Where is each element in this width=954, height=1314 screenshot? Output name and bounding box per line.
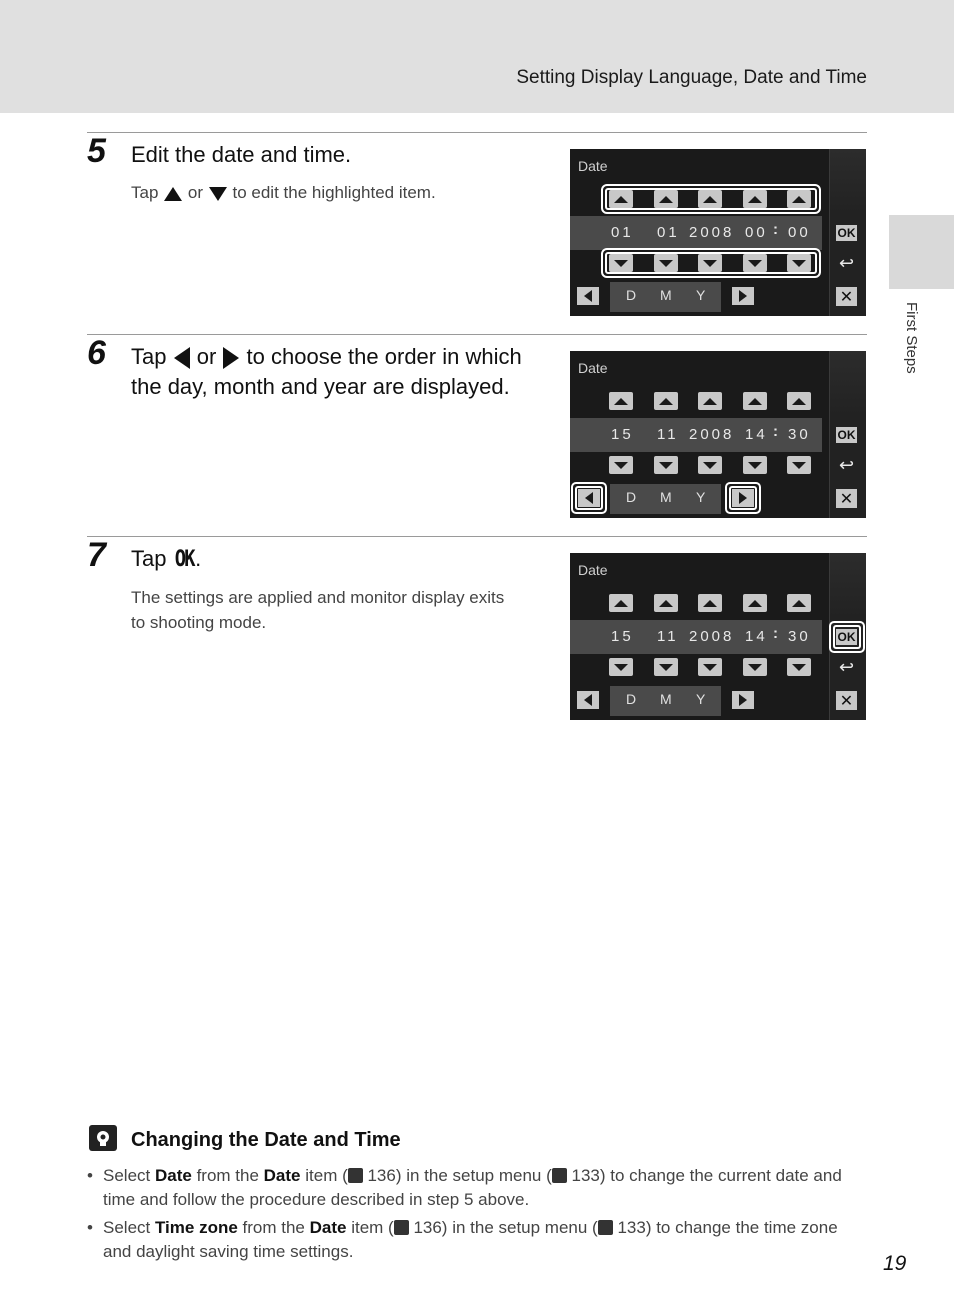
year-down-button[interactable] (698, 254, 722, 272)
month-down-button[interactable] (654, 456, 678, 474)
step-number: 5 (87, 132, 106, 170)
divider (87, 334, 867, 335)
hour-value: 14 (745, 426, 768, 443)
back-icon[interactable]: ↩ (838, 253, 855, 274)
minute-value: 00 (788, 224, 811, 241)
title-text: to choose the order in which (246, 344, 522, 369)
screen-label: Date (578, 562, 608, 578)
ok-glyph: OK (174, 547, 194, 572)
year-up-button[interactable] (698, 392, 722, 410)
step-number: 6 (87, 334, 106, 372)
month-up-button[interactable] (654, 190, 678, 208)
ok-button[interactable]: OK (837, 226, 856, 240)
hour-value: 00 (745, 224, 768, 241)
note-bullet (87, 1164, 867, 1212)
order-left-button[interactable] (578, 489, 600, 507)
month-up-button[interactable] (654, 392, 678, 410)
step-description (131, 585, 504, 635)
day-up-button[interactable] (609, 392, 633, 410)
divider (87, 536, 867, 537)
minute-down-button[interactable] (787, 254, 811, 272)
title-text: Tap (131, 546, 167, 571)
title-text: or (196, 344, 217, 369)
hour-down-button[interactable] (743, 456, 767, 474)
hour-up-button[interactable] (743, 594, 767, 612)
bullet-text: Select Time zone from the Date item ( 136) in the setup menu ( 133) to change the time zone and daylight saving time settings. (103, 1218, 838, 1261)
left-triangle-icon (173, 346, 191, 370)
time-separator: : (773, 221, 781, 238)
year-down-button[interactable] (698, 456, 722, 474)
down-button-row (602, 656, 822, 680)
order-item: D (626, 287, 637, 303)
screen-label: Date (578, 360, 608, 376)
date-order-field (610, 686, 721, 716)
section-tab (889, 215, 954, 289)
up-button-row (602, 390, 822, 414)
order-right-button[interactable] (732, 489, 754, 507)
minute-value: 30 (788, 426, 811, 443)
date-values-row (570, 418, 822, 452)
day-up-button[interactable] (609, 190, 633, 208)
bulb-icon (94, 1129, 112, 1147)
reference-icon (552, 1168, 567, 1183)
order-item: D (626, 691, 637, 707)
down-button-row (602, 454, 822, 478)
day-down-button[interactable] (609, 254, 633, 272)
header-title: Setting Display Language, Date and Time (516, 67, 867, 88)
camera-screen-date (570, 553, 866, 720)
date-values-row (570, 620, 822, 654)
order-item: M (660, 489, 672, 505)
date-order-field (610, 282, 721, 312)
month-down-button[interactable] (654, 254, 678, 272)
back-icon[interactable]: ↩ (838, 657, 855, 678)
step-title: Edit the date and time. (131, 142, 352, 167)
desc-text: to edit the highlighted item. (232, 183, 436, 202)
down-button-row (602, 252, 822, 276)
time-separator: : (773, 423, 781, 440)
reference-icon (348, 1168, 363, 1183)
screen-label: Date (578, 158, 608, 174)
camera-screen-date (570, 351, 866, 518)
close-icon[interactable]: ✕ (836, 489, 857, 508)
month-value: 11 (657, 628, 679, 645)
order-item: M (660, 287, 672, 303)
day-down-button[interactable] (609, 456, 633, 474)
step-description (131, 180, 436, 205)
hour-down-button[interactable] (743, 658, 767, 676)
bullet-dot: • (87, 1218, 93, 1237)
step-number: 7 (87, 536, 106, 574)
minute-up-button[interactable] (787, 392, 811, 410)
desc-text: to shooting mode. (131, 613, 267, 632)
hour-value: 14 (745, 628, 768, 645)
year-down-button[interactable] (698, 658, 722, 676)
close-icon[interactable]: ✕ (836, 691, 857, 710)
reference-icon (394, 1220, 409, 1235)
month-down-button[interactable] (654, 658, 678, 676)
divider (87, 132, 867, 133)
desc-text: or (187, 183, 204, 202)
order-left-button[interactable] (577, 287, 599, 305)
note-bullet (87, 1216, 867, 1264)
title-text: the day, month and year are displayed. (131, 374, 510, 399)
step-title (131, 544, 201, 575)
month-value: 01 (657, 224, 680, 241)
minute-down-button[interactable] (787, 658, 811, 676)
minute-value: 30 (788, 628, 811, 645)
bullet-text: Select Date from the Date item ( 136) in the setup menu ( 133) to change the current date and time and follow the procedure described in step 5 above. (103, 1166, 842, 1209)
date-values-row (570, 216, 822, 250)
day-up-button[interactable] (609, 594, 633, 612)
title-text: . (195, 546, 202, 571)
note-title: Changing the Date and Time (131, 1129, 401, 1151)
year-up-button[interactable] (698, 594, 722, 612)
down-triangle-icon (208, 186, 228, 202)
up-button-row (602, 188, 822, 212)
desc-text: The settings are applied and monitor display exits (131, 588, 505, 607)
hour-up-button[interactable] (743, 392, 767, 410)
up-triangle-icon (163, 186, 183, 202)
day-value: 15 (611, 426, 634, 443)
month-up-button[interactable] (654, 594, 678, 612)
year-value: 2008 (689, 628, 735, 645)
section-tab-label: First Steps (903, 302, 920, 374)
minute-up-button[interactable] (787, 190, 811, 208)
order-item: D (626, 489, 637, 505)
ok-button[interactable]: OK (837, 630, 856, 644)
day-down-button[interactable] (609, 658, 633, 676)
hour-up-button[interactable] (743, 190, 767, 208)
close-icon[interactable]: ✕ (836, 287, 857, 306)
order-item: M (660, 691, 672, 707)
camera-screen-date (570, 149, 866, 316)
bulb-note-icon (89, 1125, 117, 1151)
minute-down-button[interactable] (787, 456, 811, 474)
order-item: Y (696, 691, 706, 707)
reference-icon (598, 1220, 613, 1235)
year-value: 2008 (689, 224, 735, 241)
desc-text: Tap (131, 183, 159, 202)
day-value: 01 (611, 224, 634, 241)
order-left-button[interactable] (577, 691, 599, 709)
right-triangle-icon (222, 346, 240, 370)
up-button-row (602, 592, 822, 616)
year-value: 2008 (689, 426, 735, 443)
minute-up-button[interactable] (787, 594, 811, 612)
date-order-field (610, 484, 721, 514)
day-value: 15 (611, 628, 634, 645)
order-item: Y (696, 287, 706, 303)
step-title (131, 342, 522, 402)
month-value: 11 (657, 426, 679, 443)
order-item: Y (696, 489, 706, 505)
order-right-button[interactable] (732, 287, 754, 305)
title-text: Tap (131, 344, 167, 369)
back-icon[interactable]: ↩ (838, 455, 855, 476)
bullet-dot: • (87, 1166, 93, 1185)
hour-down-button[interactable] (743, 254, 767, 272)
page-number: 19 (883, 1252, 907, 1275)
time-separator: : (773, 625, 781, 642)
order-right-button[interactable] (732, 691, 754, 709)
page-header (0, 0, 954, 113)
year-up-button[interactable] (698, 190, 722, 208)
ok-button[interactable]: OK (837, 428, 856, 442)
